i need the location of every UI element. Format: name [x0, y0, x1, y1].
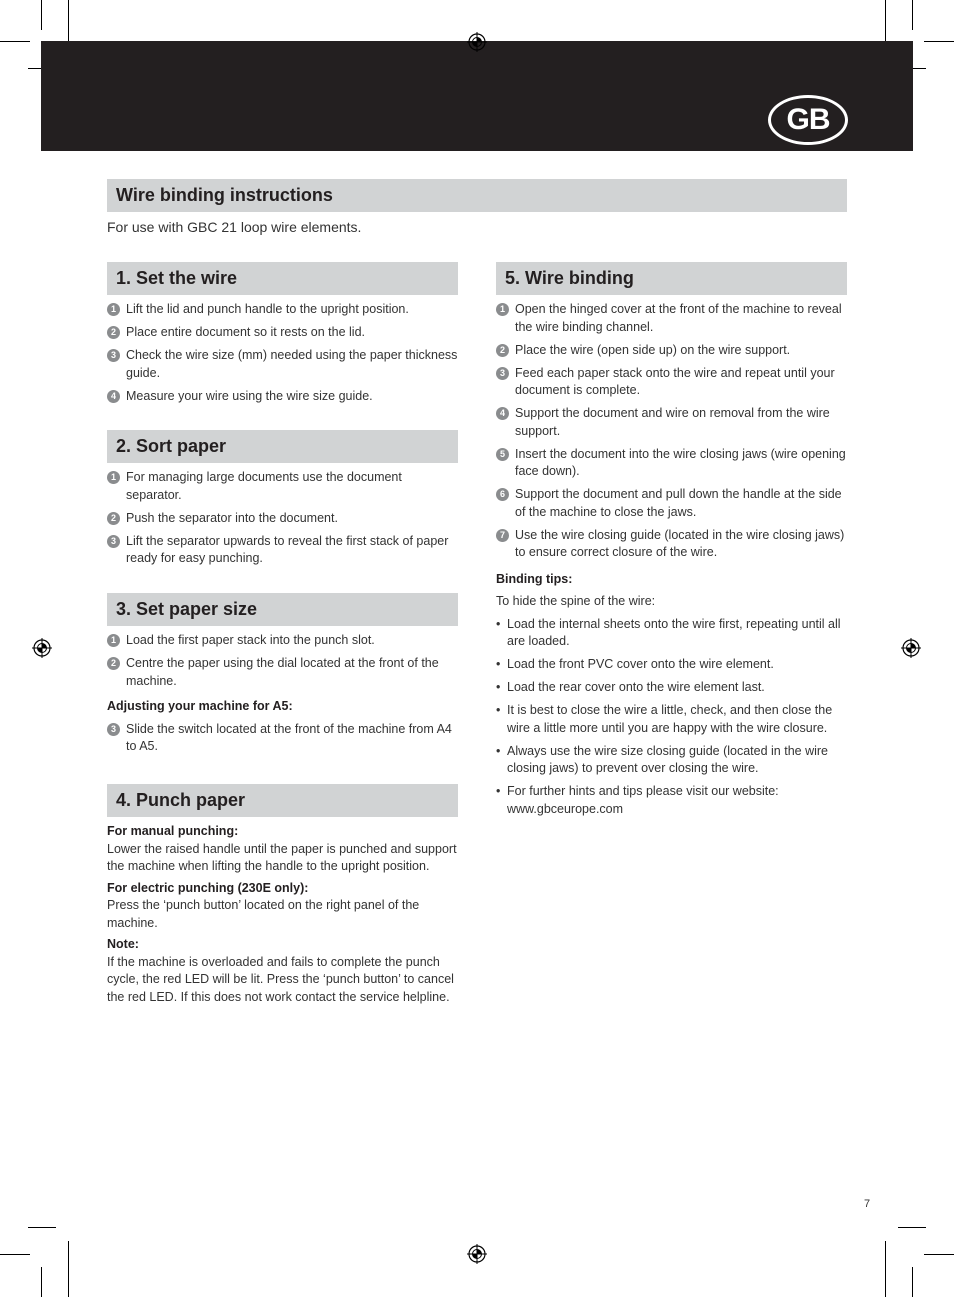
crop-mark: [68, 1241, 69, 1297]
step-number: 1: [107, 471, 120, 484]
section-title: 3. Set paper size: [116, 599, 258, 619]
crop-mark: [885, 1241, 886, 1297]
section-heading-bar: [107, 262, 458, 295]
crop-mark: [41, 1267, 42, 1297]
section-title: 1. Set the wire: [116, 268, 238, 288]
step-text: Feed each paper stack onto the wire and repeat until your document is complete.: [515, 365, 835, 397]
step-number: 2: [107, 512, 120, 525]
step-item: [107, 533, 458, 568]
step-text: For managing large documents use the document separator.: [126, 470, 402, 502]
step-item: [107, 347, 458, 382]
tip-item: • For further hints and tips please visit our website: www.gbceurope.com: [496, 783, 847, 818]
step-text: Place the wire (open side up) on the wire support.: [515, 342, 791, 357]
step-number: 2: [107, 326, 120, 339]
step-item: [107, 510, 458, 528]
tip-item: • It is best to close the wire a little, check, and then close the wire a little more until you are happy with the wire closure.: [496, 702, 847, 737]
step-number: 4: [107, 390, 120, 403]
step-number: 1: [107, 634, 120, 647]
step-number: 3: [107, 723, 120, 736]
step-text: Use the wire closing guide (located in the wire closing jaws) to ensure correct closure of the wire.: [515, 527, 845, 559]
tip-item: • Load the front PVC cover onto the wire element.: [496, 656, 847, 674]
section-punch-paper: [107, 784, 458, 1006]
step-item: [107, 655, 458, 690]
registration-mark-icon: [32, 638, 52, 658]
step-item: [107, 388, 458, 406]
step-text: Support the document and wire on removal from the wire support.: [515, 406, 830, 438]
crop-mark: [41, 0, 42, 30]
paragraph: Press the ‘punch button’ located on the right panel of the machine.: [107, 898, 420, 930]
main-title-bar: [107, 179, 847, 212]
step-item: [496, 446, 847, 481]
main-title: Wire binding instructions: [116, 185, 333, 205]
step-text: Push the separator into the document.: [126, 510, 338, 525]
section-heading-bar: [496, 262, 847, 295]
step-text: Load the first paper stack into the punch slot.: [126, 633, 375, 647]
registration-mark-icon: [901, 638, 921, 658]
section-paper-size: [107, 593, 458, 761]
paragraph: To hide the spine of the wire:: [496, 594, 656, 608]
paragraph: Lower the raised handle until the paper is punched and support the machine when lifting the handle to the upright position.: [107, 841, 457, 873]
crop-mark: [912, 0, 913, 30]
step-item: [107, 324, 458, 342]
step-number: 2: [107, 657, 120, 670]
step-item: [496, 301, 847, 336]
registration-mark-icon: [467, 32, 487, 52]
step-text: Measure your wire using the wire size guide.: [126, 388, 373, 403]
step-item: [107, 301, 458, 319]
step-number: 1: [496, 303, 509, 316]
step-number: 7: [496, 529, 509, 542]
step-text: Lift the separator upwards to reveal the first stack of paper ready for easy punching.: [126, 533, 449, 565]
step-text: Support the document and pull down the handle at the side of the machine to close the jaws.: [515, 487, 842, 519]
step-number: 6: [496, 488, 509, 501]
subheading: For manual punching:: [107, 824, 239, 838]
tip-item: • Load the internal sheets onto the wire first, repeating until all are loaded.: [496, 616, 847, 651]
section-title: 5. Wire binding: [505, 268, 634, 288]
section-title: 4. Punch paper: [116, 790, 246, 810]
step-number: 3: [107, 349, 120, 362]
step-number: 2: [496, 344, 509, 357]
crop-mark: [0, 41, 30, 42]
step-number: 3: [496, 367, 509, 380]
step-number: 3: [107, 535, 120, 548]
section-wire-binding: [496, 262, 847, 824]
section-heading-bar: [107, 430, 458, 463]
subheading: Note:: [107, 937, 139, 951]
step-number: 4: [496, 407, 509, 420]
step-item: [496, 527, 847, 562]
step-item: [496, 365, 847, 400]
section-heading-bar: [107, 784, 458, 817]
section-set-wire: [107, 262, 458, 411]
crop-mark: [898, 1227, 926, 1228]
step-item: [496, 486, 847, 521]
section-sort-paper: [107, 430, 458, 573]
crop-mark: [28, 1227, 56, 1228]
step-item: [107, 632, 458, 650]
step-text: Insert the document into the wire closing jaws (wire opening face down).: [515, 446, 846, 478]
crop-mark: [924, 1254, 954, 1255]
registration-mark-icon: [467, 1244, 487, 1264]
subheading: For electric punching (230E only):: [107, 880, 309, 895]
subheading: Binding tips:: [496, 571, 573, 586]
step-text: Lift the lid and punch handle to the upright position.: [126, 302, 409, 316]
page-number: 7: [864, 1198, 871, 1210]
paragraph: If the machine is overloaded and fails to complete the punch cycle, the red LED will be lit. Press the ‘punch button’ to cancel the red LED. If this does not work contact the service helpline.: [107, 954, 454, 1004]
crop-mark: [912, 1267, 913, 1297]
step-text: Centre the paper using the dial located at the front of the machine.: [126, 656, 439, 688]
step-item: [107, 721, 458, 756]
tip-item: • Always use the wire size closing guide (located in the wire closing jaws) to prevent over closing the wire.: [496, 743, 847, 778]
step-text: Slide the switch located at the front of the machine from A4 to A5.: [126, 721, 452, 753]
step-item: [496, 342, 847, 360]
crop-mark: [924, 41, 954, 42]
step-text: Check the wire size (mm) needed using the paper thickness guide.: [126, 348, 458, 380]
step-item: [496, 405, 847, 440]
tip-item: • Load the rear cover onto the wire element last.: [496, 679, 847, 697]
section-heading-bar: [107, 593, 458, 626]
crop-mark: [0, 1254, 30, 1255]
step-item: [107, 469, 458, 504]
step-number: 5: [496, 448, 509, 461]
intro-text: For use with GBC 21 loop wire elements.: [107, 219, 362, 235]
section-title: 2. Sort paper: [116, 436, 227, 456]
step-text: Place entire document so it rests on the lid.: [126, 325, 366, 339]
subheading: Adjusting your machine for A5:: [107, 699, 293, 713]
step-text: Open the hinged cover at the front of the machine to reveal the wire binding channel.: [515, 302, 842, 334]
country-badge: GB: [768, 95, 848, 145]
step-number: 1: [107, 303, 120, 316]
